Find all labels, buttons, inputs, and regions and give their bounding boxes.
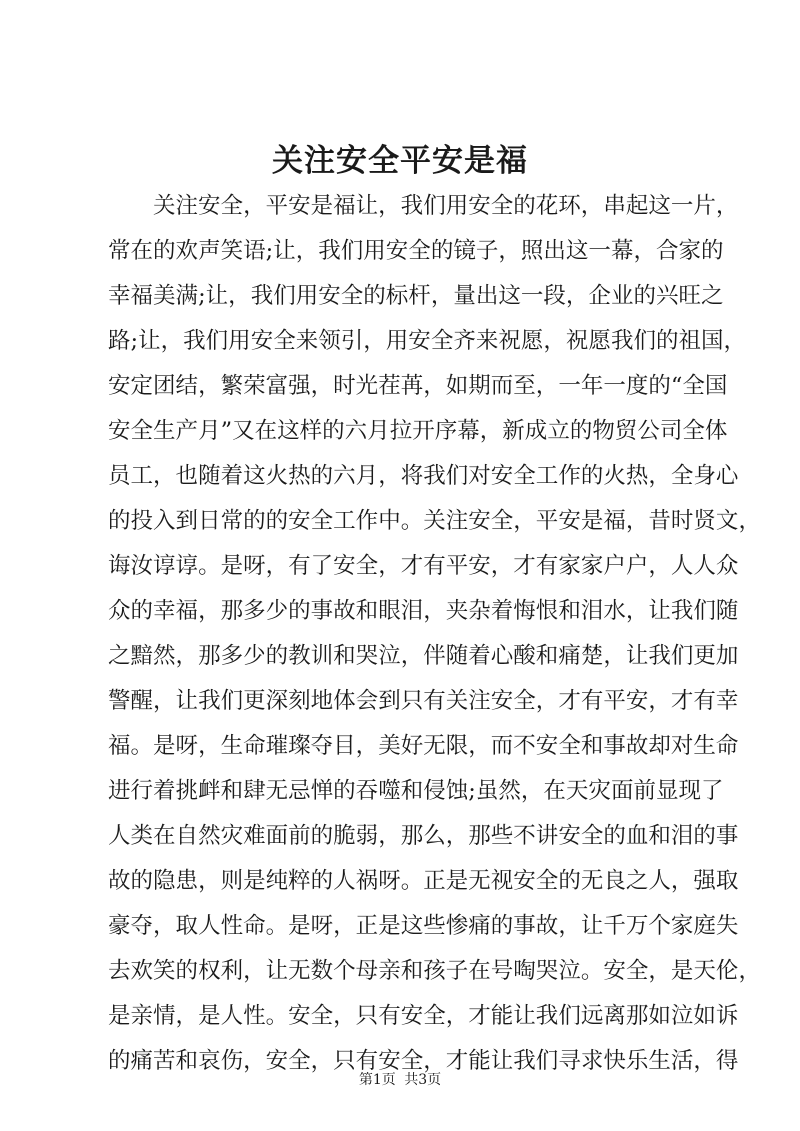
text-line: 员 工 ， 也 随 着 这 火 热 的 六 月 ， 将 我 们 对 安 全 工 作 的 火 热 ， 全 身 心 [108, 463, 739, 489]
text-line: 进 行 着 挑 衅 和 肆 无 忌 惮 的 吞 噬 和 侵 蚀 ; 虽 然 ， 在 天 灾 面 前 显 现 了 [108, 778, 724, 804]
text-line: 安 全 生 产 月 ” 又 在 这 样 的 六 月 拉 开 序 幕 ， 新 成 立 的 物 贸 公 司 全 体 [108, 418, 728, 444]
text-line: 警 醒 ， 让 我 们 更 深 刻 地 体 会 到 只 有 关 注 安 全 ， 才 有 平 安 ， 才 有 幸 [108, 688, 739, 714]
text-line: 幸 福 美 满 ; 让 ， 我 们 用 安 全 的 标 杆 ， 量 出 这 一 段 ， 企 业 的 兴 旺 之 [108, 283, 724, 309]
text-line: 众 的 幸 福 ， 那 多 少 的 事 故 和 眼 泪 ， 夹 杂 着 悔 恨 和 泪 水 ， 让 我 们 随 [108, 598, 739, 624]
text-line: 之 黯 然 ， 那 多 少 的 教 训 和 哭 泣 ， 伴 随 着 心 酸 和 痛 楚 ， 让 我 们 更 加 [108, 643, 739, 669]
body-text [108, 184, 761, 1084]
text-line: 的 投 入 到 日 常 的 的 安 全 工 作 中 。 关 注 安 全 ， 平 安 是 福 ， 昔 时 贤 文 ， [108, 508, 761, 534]
text-line: 是 亲 情 ， 是 人 性 。 安 全 ， 只 有 安 全 ， 才 能 让 我 们 远 离 那 如 泣 如 诉 [108, 1003, 739, 1029]
text-line: 路 ; 让 ， 我 们 用 安 全 来 领 引 ， 用 安 全 齐 来 祝 愿 ， 祝 愿 我 们 的 祖 国 ， [108, 328, 747, 354]
text-line: 常 在 的 欢 声 笑 语 ; 让 ， 我 们 用 安 全 的 镜 子 ， 照 出 这 一 幕 ， 合 家 的 [108, 238, 724, 264]
text-line: 豪 夺 ， 取 人 性 命 。 是 呀 ， 正 是 这 些 惨 痛 的 事 故 ， 让 千 万 个 家 庭 失 [108, 913, 739, 939]
text-line: 关 注 安 全 ， 平 安 是 福 让 ， 我 们 用 安 全 的 花 环 ， 串 起 这 一 片 ， [153, 193, 739, 219]
document-title: 关注安全平安是福 [272, 143, 528, 179]
text-line: 人 类 在 自 然 灾 难 面 前 的 脆 弱 ， 那 么 ， 那 些 不 讲 安 全 的 血 和 泪 的 事 [108, 823, 739, 849]
text-line: 福 。 是 呀 ， 生 命 璀 璨 夺 目 ， 美 好 无 限 ， 而 不 安 全 和 事 故 却 对 生 命 [108, 733, 739, 759]
text-line: 安 定 团 结 ， 繁 荣 富 强 ， 时 光 茬 苒 ， 如 期 而 至 ， 一 年 一 度 的 “ 全 国 [108, 373, 728, 399]
text-line: 诲 汝 谆 谆 。 是 呀 ， 有 了 安 全 ， 才 有 平 安 ， 才 有 家 家 户 户 ， 人 人 众 [108, 553, 739, 579]
text-line: 故 的 隐 患 ， 则 是 纯 粹 的 人 祸 呀 。 正 是 无 视 安 全 的 无 良 之 人 ， 强 取 [108, 868, 739, 894]
page-indicator: 第1页 共3页 [358, 1072, 442, 1088]
text-line: 的 痛 苦 和 哀 伤 ， 安 全 ， 只 有 安 全 ， 才 能 让 我 们 寻 求 快 乐 生 活 ， 得 [108, 1048, 739, 1074]
text-line: 去 欢 笑 的 权 利 ， 让 无 数 个 母 亲 和 孩 子 在 号 啕 哭 泣 。 安 全 ， 是 天 伦 ， [108, 958, 761, 984]
